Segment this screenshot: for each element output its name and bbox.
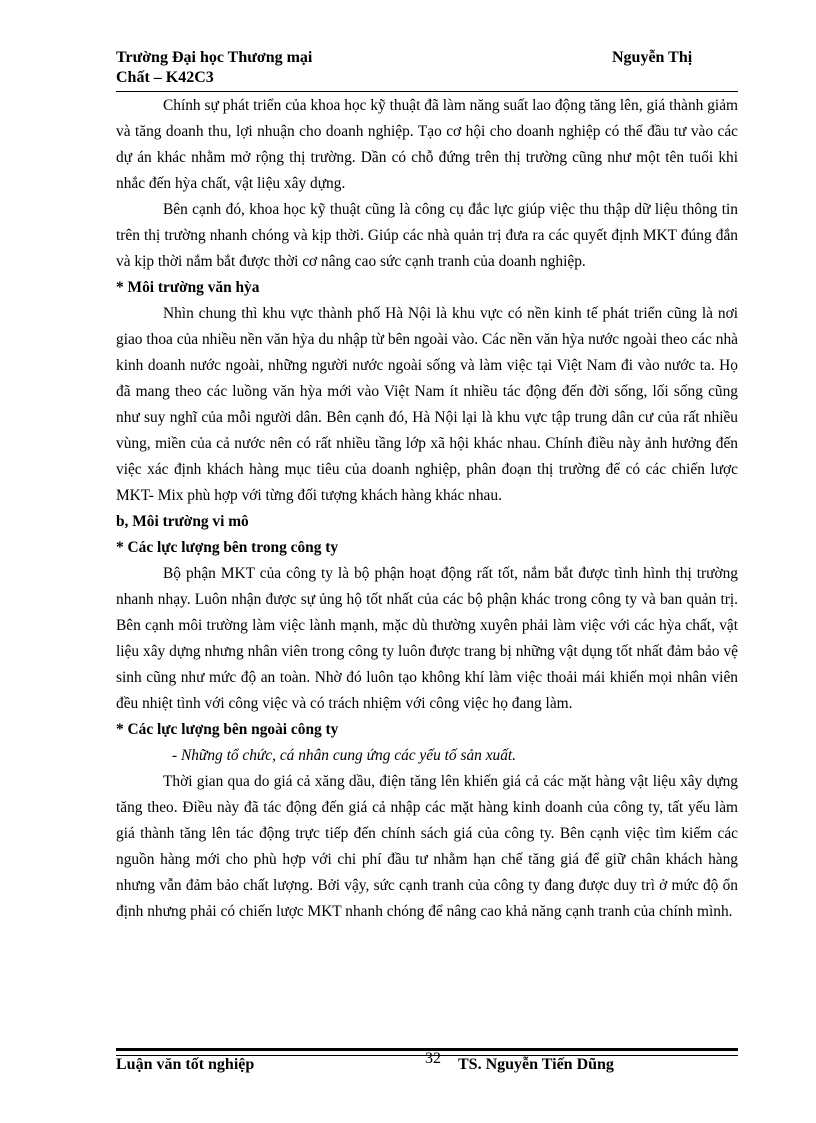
heading-micro-env: b, Môi trường vi mô <box>116 513 249 530</box>
paragraph-tech-tools: Bên cạnh đó, khoa học kỹ thuật cũng là công cụ đắc lực giúp việc thu thập dữ liệu thông tin trên thị trường nhanh chóng và kịp thời. Giúp các nhà quản trị đưa ra các quyết định MKT đúng đắn và kịp thời nắm bắt được thời cơ nâng cao sức cạnh tranh của doanh nghiệp. <box>116 201 738 270</box>
heading-external-forces: * Các lực lượng bên ngoài công ty <box>116 721 339 738</box>
heading-culture: * Môi trường văn hỳa <box>116 279 260 296</box>
footer-advisor: TS. Nguyễn Tiến Dũng <box>458 1056 614 1073</box>
paragraph-culture: Nhìn chung thì khu vực thành phố Hà Nội là khu vực có nền kinh tế phát triển cũng là nơi giao thoa của nhiều nền văn hỳa du nhập từ bên ngoài vào. Các nền văn hỳa nước ngoài theo các nhà kinh doanh nước ngoài, những người nước ngoài sống và làm việc tại Việt Nam đi vào nước ta. Họ đã mang theo các luồng văn hỳa mới vào Việt Nam ít nhiều tác động đến đời sống, lối sống cũng như suy nghĩ của mỗi người dân. Bên cạnh đó, Hà Nội lại là khu vực tập trung dân cư của rất nhiều vùng, miền của cả nước nên có rất nhiều tầng lớp xã hội khác nhau. Chính điều này ảnh hưởng đến việc xác định khách hàng mục tiêu của doanh nghiệp, phân đoạn thị trường để có các chiến lược MKT- Mix phù hợp với từng đối tượng khách hàng khác nhau. <box>116 305 738 504</box>
footer-thesis-label: Luận văn tốt nghiệp <box>116 1056 255 1073</box>
header-school-line1: Trường Đại học Thương mại <box>116 49 313 66</box>
header-rule <box>116 91 738 92</box>
header-school-line2: Chất – K42C3 <box>116 69 214 86</box>
paragraph-tech-growth: Chính sự phát triển của khoa học kỹ thuật đã làm năng suất lao động tăng lên, giá thành giảm và tăng doanh thu, lợi nhuận cho doanh nghiệp. Tạo cơ hội cho doanh nghiệp có thể đầu tư vào các dự án khác nhằm mở rộng thị trường. Dần có chỗ đứng trên thị trường cũng như một tên tuổi khi nhắc đến hỳa chất, vật liệu xây dựng. <box>116 97 738 192</box>
document-body <box>116 93 738 925</box>
paragraph-suppliers: Thời gian qua do giá cả xăng dầu, điện tăng lên khiến giá cả các mặt hàng vật liệu xây dựng tăng theo. Điều này đã tác động đến giá cả nhập các mặt hàng kinh doanh của công ty, tất yếu làm giá thành tăng lên tác động trực tiếp đến chính sách giá của công ty. Bên cạnh việc tìm kiếm các nguồn hàng mới cho phù hợp với chi phí đầu tư nhằm hạn chế tăng giá để giữ chân khách hàng nhưng vẫn đảm bảo chất lượng. Bởi vậy, sức cạnh tranh của công ty đang được duy trì ở mức độ ổn định nhưng phải có chiến lược MKT nhanh chóng để nâng cao khả năng cạnh tranh của chính mình. <box>116 773 738 920</box>
header-school <box>116 48 312 88</box>
paragraph-internal-forces: Bộ phận MKT của công ty là bộ phận hoạt động rất tốt, nắm bắt được tình hình thị trường nhanh nhạy. Luôn nhận được sự ủng hộ tốt nhất của các bộ phận khác trong công ty và ban quản trị. Bên cạnh môi trường làm việc lành mạnh, mặc dù thường xuyên phải làm việc với các hỳa chất, vật liệu xây dựng nhưng nhân viên trong công ty luôn được trang bị những vật dụng tốt nhất đảm bảo vệ sinh cũng như mức độ an toàn. Nhờ đó luôn tạo không khí làm việc thoải mái khiến mọi nhân viên đều nhiệt tình với công việc và có trách nhiệm với công việc họ đang làm. <box>116 565 738 712</box>
subheading-suppliers: - Những tổ chức, cá nhân cung ứng các yếu tố sản xuất. <box>172 747 517 764</box>
heading-internal-forces: * Các lực lượng bên trong công ty <box>116 539 339 556</box>
page-number: 32 <box>425 1050 441 1067</box>
header-author: Nguyễn Thị <box>612 49 693 66</box>
